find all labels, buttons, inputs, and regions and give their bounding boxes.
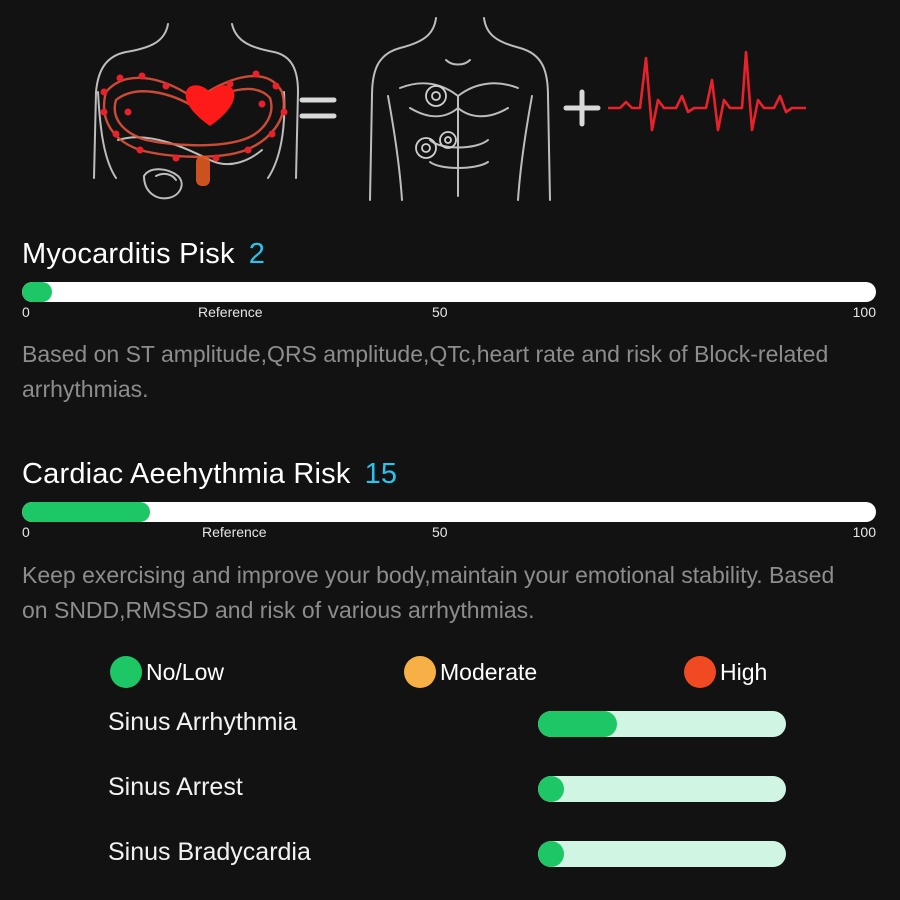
ecg-waveform-icon (608, 52, 806, 130)
legend-label: Moderate (440, 658, 538, 685)
legend-label: No/Low (146, 658, 224, 685)
equals-icon (302, 100, 334, 116)
hero-illustration (0, 0, 900, 230)
scale-mid-label: 50 (432, 304, 448, 320)
scale-mid-label: 50 (432, 524, 448, 540)
scale-min-label: 0 (22, 524, 30, 540)
electrode-icons (416, 86, 456, 158)
condition-bar-sinus-bradycardia (538, 841, 786, 867)
myocarditis-risk-score: 2 (248, 238, 266, 270)
myocarditis-risk-scale (22, 304, 876, 322)
arrhythmia-risk-label: Cardiac Aeehythmia Risk (22, 458, 351, 490)
scale-min-label: 0 (22, 304, 30, 320)
legend-label: High (720, 658, 768, 685)
condition-label-sinus-arrhythmia: Sinus Arrhythmia (108, 708, 297, 736)
legend-item-high (684, 656, 767, 688)
arrhythmia-risk-description: Keep exercising and improve your body,maintain your emotional stability. Based on SNDD,RMSSD and risk of various arrhythmias. (22, 562, 835, 623)
scale-max-label: 100 (852, 524, 876, 540)
myocarditis-risk-label: Myocarditis Pisk (22, 238, 235, 270)
legend-item-moderate (404, 656, 537, 688)
myocarditis-risk-title (22, 238, 265, 271)
arrhythmia-risk-score: 15 (364, 458, 398, 490)
low-risk-dot-icon (110, 656, 142, 688)
high-risk-dot-icon (684, 656, 716, 688)
scale-reference-label: Reference (202, 524, 267, 540)
legend-item-low (110, 656, 224, 688)
condition-bar-sinus-arrest (538, 776, 786, 802)
condition-bar-sinus-arrhythmia (538, 711, 786, 737)
myocarditis-risk-bar-fill (22, 282, 52, 302)
arrhythmia-risk-scale (22, 524, 876, 542)
condition-label-sinus-arrest: Sinus Arrest (108, 773, 243, 801)
arrhythmia-risk-title (22, 458, 397, 491)
wristband-icon (196, 156, 210, 186)
condition-label-sinus-bradycardia: Sinus Bradycardia (108, 838, 311, 866)
plus-icon (566, 92, 598, 124)
arrhythmia-risk-bar (22, 502, 876, 522)
condition-bar-fill (538, 776, 564, 802)
moderate-risk-dot-icon (404, 656, 436, 688)
arrhythmia-risk-bar-fill (22, 502, 150, 522)
scale-max-label: 100 (852, 304, 876, 320)
torso-electrodes-illustration (370, 18, 550, 200)
myocarditis-risk-description: Based on ST amplitude,QRS amplitude,QTc,heart rate and risk of Block-related arrhythmias. (22, 341, 829, 402)
condition-bar-fill (538, 841, 564, 867)
circulation-dots (101, 71, 288, 162)
condition-bar-fill (538, 711, 617, 737)
myocarditis-risk-bar (22, 282, 876, 302)
scale-reference-label: Reference (198, 304, 263, 320)
